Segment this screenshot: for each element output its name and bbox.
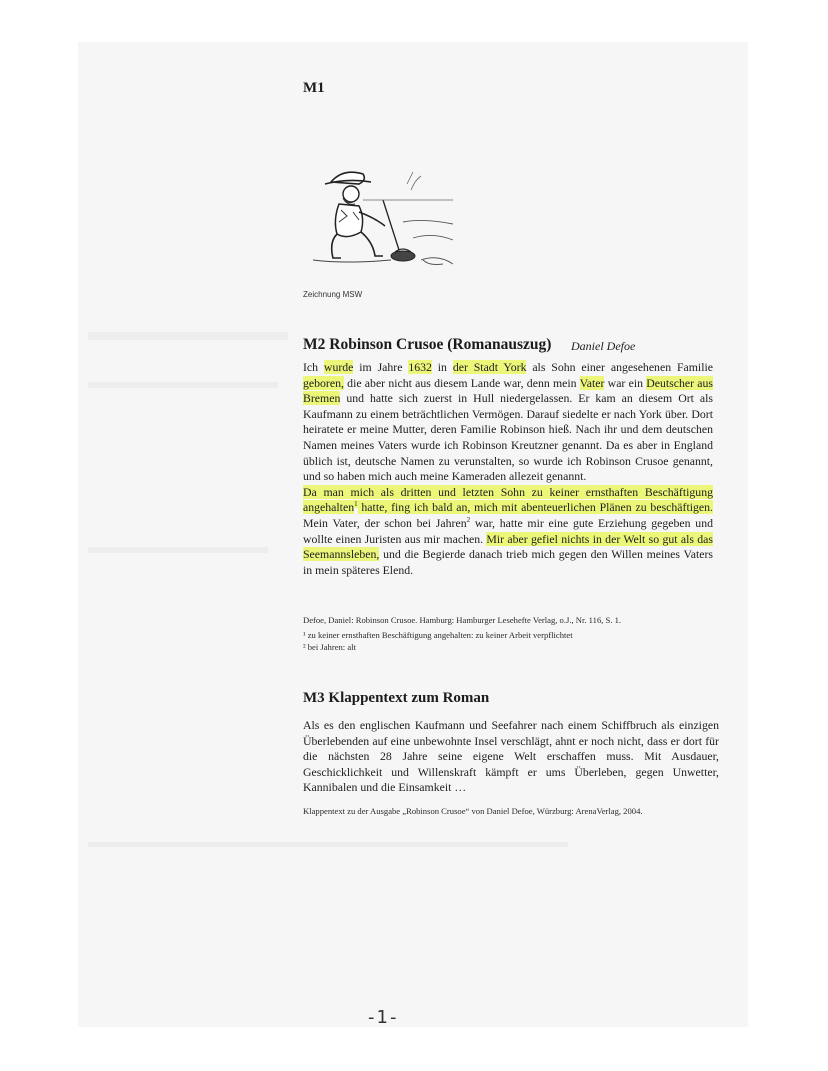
text-run: in [431, 360, 453, 374]
m2-excerpt [303, 360, 713, 578]
text-run: und die Begierde danach trieb mich gegen den Willen meines Vaters in mein späteres Elend. [303, 547, 713, 577]
text-run: und hatte sich zuerst in Hull niedergelassen. Er kam an diesem Ort als Kaufmann zu einem beträchtlichen Vermögen. Darauf siedelte er nach York über. Dort heiratete er meine Mutter, deren Familie Robinson hieß. Nach ihr und dem deutschen Namen meines Vaters wurde ich Robinson Kreutzner genannt. Da es aber in England üblich ist, deutsche Namen zu verunstalten, so wurde ich Robinson Crusoe genannt, und so haben mich auch meine Kameraden allezeit genannt. [303, 391, 713, 484]
highlighted-text: Deutscher aus Bremen [303, 375, 713, 406]
m2-source: Defoe, Daniel: Robinson Crusoe. Hamburg: Hamburger Lesehefte Verlag, o.J., Nr. 116, S. 1. [303, 615, 622, 625]
m2-author: Daniel Defoe [571, 339, 636, 353]
robinson-drawing-icon [303, 160, 458, 270]
highlighted-text: geboren, [303, 375, 344, 390]
m3-source: Klappentext zu der Ausgabe „Robinson Crusoe“ von Daniel Defoe, Würzburg: ArenaVerlag, 2004. [303, 806, 643, 816]
text-run: im Jahre [353, 360, 409, 374]
m1-label: M1 [303, 80, 325, 96]
footnote-ref: 2 [466, 516, 471, 525]
highlighted-text: der Stadt York [452, 360, 527, 374]
highlighted-text: 1632 [408, 360, 432, 374]
footnote-1: ¹ zu keiner ernsthaften Beschäftigung angehalten: zu keiner Arbeit verpflichtet [303, 630, 573, 640]
text-run: Ich [303, 360, 324, 374]
show-through-mark [88, 382, 278, 388]
show-through-mark [88, 842, 568, 847]
m3-title: M3 Klappentext zum Roman [303, 690, 490, 706]
text-run: war, hatte mir eine gute Erziehung gegeben und wollte einen Juristen aus mir machen. [303, 515, 713, 546]
document-page [78, 42, 748, 1027]
highlighted-text: Vater [579, 375, 605, 390]
drawing-caption: Zeichnung MSW [303, 290, 363, 299]
show-through-mark [88, 332, 288, 340]
show-through-mark [88, 547, 268, 553]
text-run: als Sohn einer angesehenen Familie [526, 360, 713, 374]
highlighted-text: hatte, fing ich bald an, mich mit abenteuerlichen Plänen zu beschäftigen. [357, 500, 713, 515]
highlighted-text: Mir aber gefiel nichts in der Welt so gut als das Seemannsleben, [303, 531, 714, 562]
text-run: die aber nicht aus diesem Lande war, denn mein [343, 375, 580, 390]
m3-blurb: Als es den englischen Kaufmann und Seefahrer nach einem Schiffbruch als einzigen Überlebenden auf eine unbewohnte Insel verschlägt, ahnt er noch nicht, dass er dort für die nächsten 28 Jahre seine eigene Welt erschaffen muss. Mit Ausdauer, Geschicklichkeit und Willenskraft kämpft er ums Überleben, gegen Unwetter, Kannibalen und die Einsamkeit … [303, 718, 719, 795]
footnote-ref: 1 [354, 500, 358, 509]
footnote-2: ² bei Jahren: alt [303, 642, 356, 652]
text-run: war ein [604, 375, 647, 390]
page-number: -1- [368, 1007, 399, 1027]
highlighted-text: Da man mich als dritten und letzten Sohn zu keiner ernsthaften Beschäftigung angehalten [303, 484, 713, 515]
text-run: Mein Vater, der schon bei Jahren [303, 515, 467, 530]
highlighted-text: wurde [323, 360, 354, 374]
m2-title: M2 Robinson Crusoe (Romanauszug) [303, 336, 552, 353]
